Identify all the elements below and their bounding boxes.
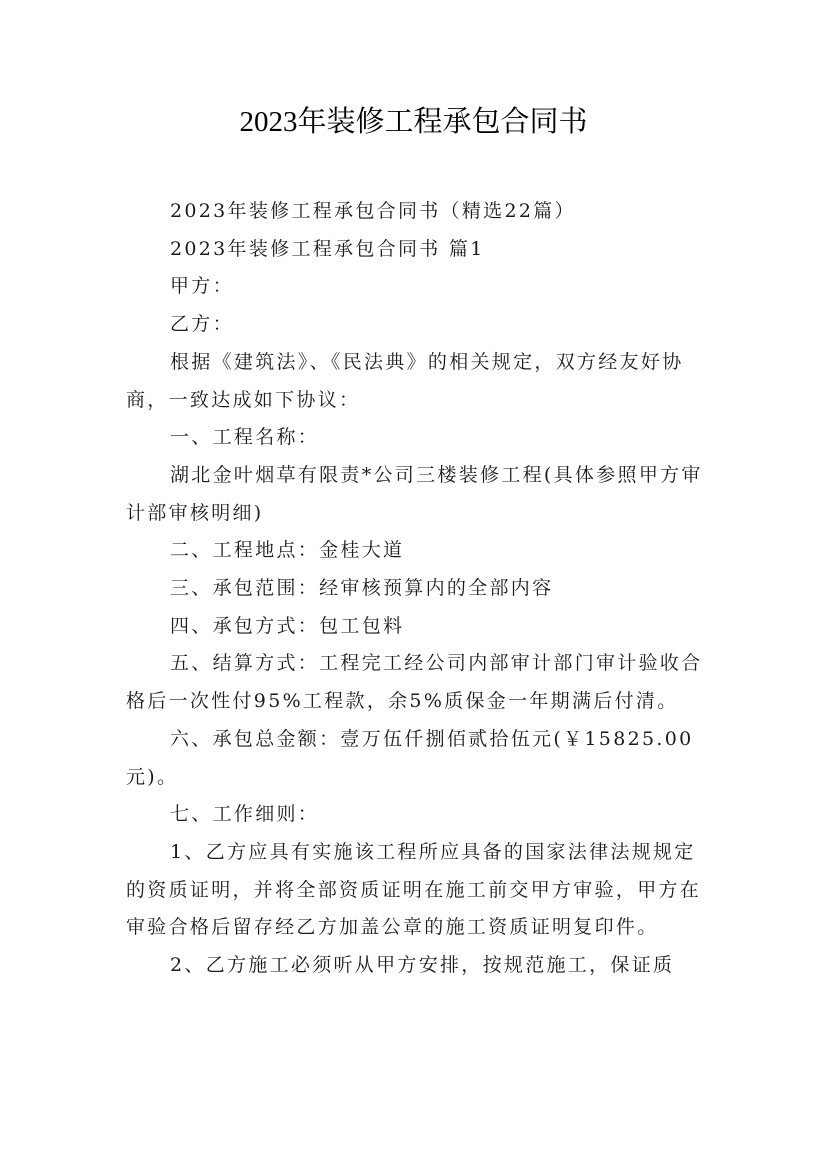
document-body <box>126 193 706 985</box>
paragraph-settlement: 五、结算方式：工程完工经公司内部审计部门审计验收合格后一次性付95%工程款，余5%质保金一年期满后付清。 <box>126 652 703 713</box>
paragraph-contract-method: 四、承包方式：包工包料 <box>170 614 405 637</box>
paragraph-project-location: 二、工程地点：金桂大道 <box>170 539 405 562</box>
paragraph-work-rules-label: 七、工作细则： <box>170 803 320 826</box>
paragraph-project-name: 湖北金叶烟草有限责*公司三楼装修工程(具体参照甲方审计部审核明细) <box>126 463 703 524</box>
paragraph-section-heading: 2023年装修工程承包合同书 篇1 <box>170 237 485 260</box>
document-title: 2023年装修工程承包合同书 <box>239 106 588 138</box>
paragraph-rule-1: 1、乙方应具有实施该工程所应具备的国家法律法规规定的资质证明，并将全部资质证明在施工前交甲方审验，甲方在审验合格后留存经乙方加盖公章的施工资质证明复印件。 <box>126 840 702 939</box>
paragraph-preamble: 根据《建筑法》、《民法典》的相关规定，双方经友好协商，一致达成如下协议： <box>126 350 684 411</box>
paragraph-party-b: 乙方： <box>170 313 234 336</box>
paragraph-contract-scope: 三、承包范围：经审核预算内的全部内容 <box>170 577 554 600</box>
paragraph-project-name-label: 一、工程名称： <box>170 426 320 449</box>
paragraph-party-a: 甲方： <box>170 275 234 298</box>
paragraph-total-amount: 六、承包总金额：壹万伍仟捌佰贰拾伍元(￥15825.00元)。 <box>126 727 694 788</box>
paragraph-subtitle: 2023年装修工程承包合同书（精选22篇） <box>170 200 576 222</box>
paragraph-rule-2: 2、乙方施工必须听从甲方安排，按规范施工，保证质 <box>170 954 675 977</box>
